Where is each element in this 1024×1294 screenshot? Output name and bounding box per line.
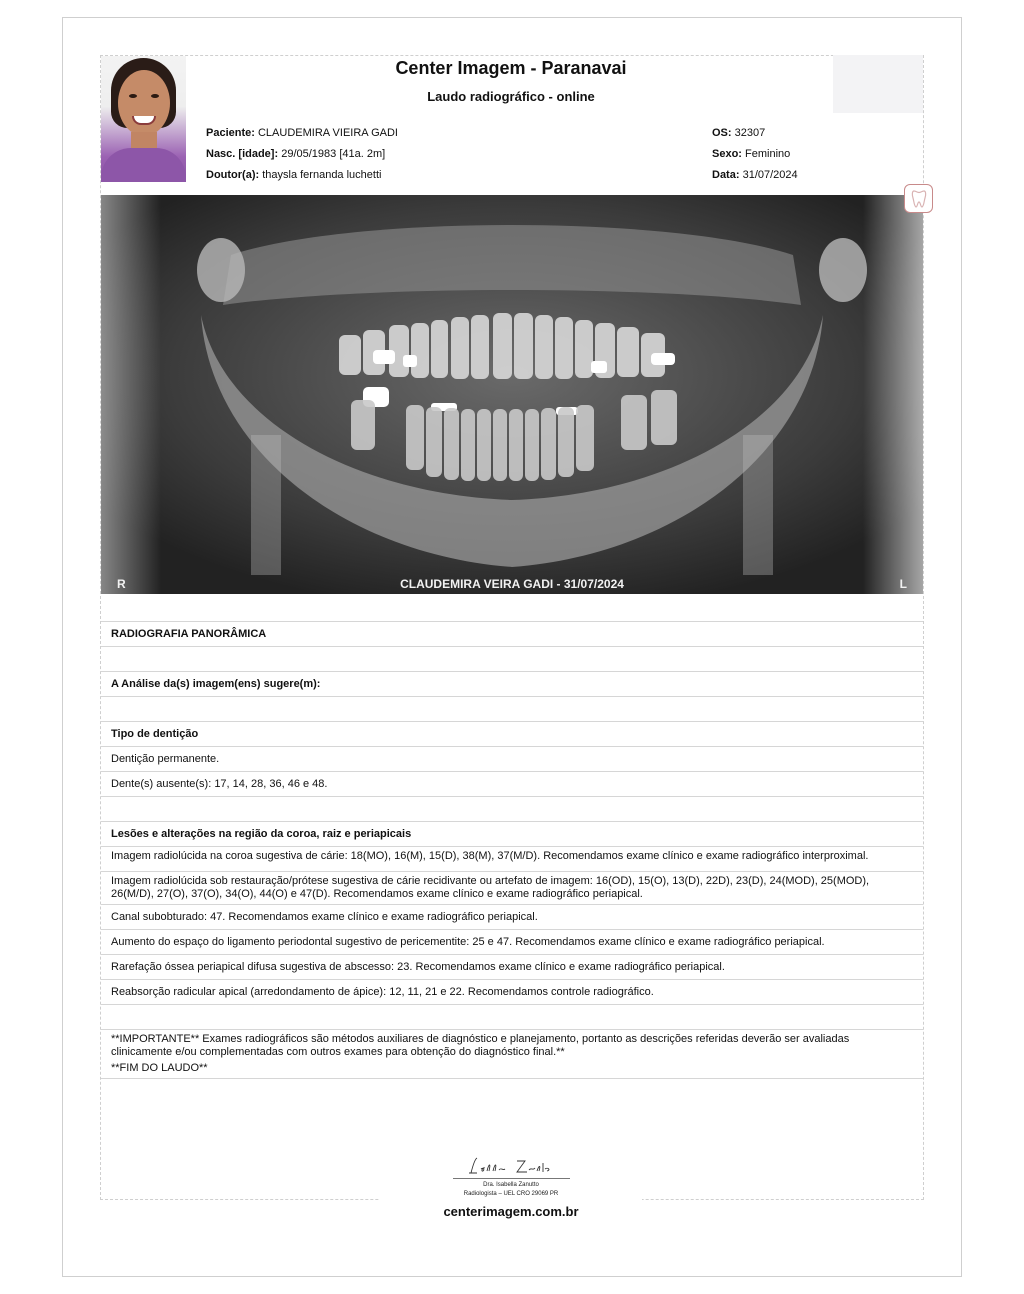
radiologist-name: Dra. Isabella Zanutto bbox=[483, 1182, 539, 1188]
report-body bbox=[101, 621, 923, 1079]
date-line: Data: 31/07/2024 bbox=[712, 169, 798, 181]
dentition-heading: Tipo de dentição bbox=[101, 721, 923, 746]
exam-date: 31/07/2024 bbox=[742, 169, 798, 181]
finding-row: Rarefação óssea periapical difusa sugestiva de abscesso: 23. Recomendamos exame clínico e exame radiográfico periapical. bbox=[101, 954, 923, 979]
spacer-row bbox=[101, 1004, 923, 1029]
exam-info bbox=[712, 123, 798, 186]
patient-doctor-line: Doutor(a): thaysla fernanda luchetti bbox=[206, 169, 382, 181]
missing-teeth: Dente(s) ausente(s): 17, 14, 28, 36, 46 e 48. bbox=[101, 771, 923, 796]
dentition-value: Dentição permanente. bbox=[101, 746, 923, 771]
handwritten-signature bbox=[465, 1155, 555, 1179]
finding-row: Reabsorção radicular apical (arredondamento de ápice): 12, 11, 21 e 22. Recomendamos controle radiográfico. bbox=[101, 979, 923, 1004]
tooth-icon[interactable] bbox=[904, 184, 933, 213]
patient-info bbox=[206, 123, 398, 186]
patient-doctor: thaysla fernanda luchetti bbox=[262, 169, 382, 181]
spacer-row bbox=[101, 696, 923, 721]
analysis-heading: A Análise da(s) imagem(ens) sugere(m): bbox=[101, 671, 923, 696]
website-footer: centerimagem.com.br bbox=[443, 1204, 579, 1219]
signature-name bbox=[380, 1181, 642, 1199]
xray-right-marker: R bbox=[117, 577, 126, 591]
patient-birth: 29/05/1983 [41a. 2m] bbox=[281, 148, 386, 160]
spacer-row bbox=[101, 646, 923, 671]
patient-photo bbox=[101, 56, 186, 182]
important-note bbox=[101, 1029, 923, 1079]
finding-row: Imagem radiolúcida na coroa sugestiva de cárie: 18(MO), 16(M), 15(D), 38(M), 37(M/D). Recomendamos exame clínico e exame radiográfico interproximal. bbox=[101, 846, 923, 871]
lesions-heading: Lesões e alterações na região da coroa, raiz e periapicais bbox=[101, 821, 923, 846]
spacer-row bbox=[101, 796, 923, 821]
xray-left-marker: L bbox=[899, 577, 907, 591]
panoramic-xray-image bbox=[101, 195, 923, 594]
xray-illustration bbox=[101, 195, 923, 594]
sex-line: Sexo: Feminino bbox=[712, 148, 791, 160]
clinic-title: Center Imagem - Paranavai bbox=[395, 58, 627, 78]
important-text: **IMPORTANTE** Exames radiográficos são métodos auxiliares de diagnóstico e planejamento, portanto as descrições referidas deverão ser avaliadas clinicamente e/ou complementadas com outros exames para obtenção do diagnóstico final.** bbox=[111, 1033, 850, 1058]
patient-sex: Feminino bbox=[745, 148, 791, 160]
finding-row: Aumento do espaço do ligamento periodontal sugestivo de pericementite: 25 e 47. Recomendamos exame clínico e exame radiográfico periapical. bbox=[101, 929, 923, 954]
radiologist-credentials: Radiologista – UEL CRO 29069 PR bbox=[463, 1191, 559, 1197]
patient-name-line: Paciente: CLAUDEMIRA VIEIRA GADI bbox=[206, 127, 398, 139]
patient-birth-line: Nasc. [idade]: 29/05/1983 [41a. 2m] bbox=[206, 148, 386, 160]
clinic-logo-placeholder bbox=[833, 55, 923, 113]
finding-row: Imagem radiolúcida sob restauração/prótese sugestiva de cárie recidivante ou artefato de imagem: 16(OD), 15(O), 13(D), 22D), 23(D), 24(MOD), 25(MOD), 26(M/D), 27(O), 37(O), 34(O), 44(O) e 47(D). Recomendamos exame clínico e exame radiográfico periapical. bbox=[101, 871, 923, 904]
signature-line bbox=[453, 1178, 570, 1179]
os-number: 32307 bbox=[734, 127, 766, 139]
os-line: OS: 32307 bbox=[712, 127, 766, 139]
exam-title: RADIOGRAFIA PANORÂMICA bbox=[101, 621, 923, 646]
patient-name: CLAUDEMIRA VIEIRA GADI bbox=[257, 127, 398, 139]
finding-row: Canal subobturado: 47. Recomendamos exame clínico e exame radiográfico periapical. bbox=[101, 904, 923, 929]
xray-caption: CLAUDEMIRA VEIRA GADI - 31/07/2024 bbox=[400, 577, 624, 591]
report-subtitle: Laudo radiográfico - online bbox=[427, 89, 595, 104]
end-of-report: **FIM DO LAUDO** bbox=[111, 1062, 208, 1074]
